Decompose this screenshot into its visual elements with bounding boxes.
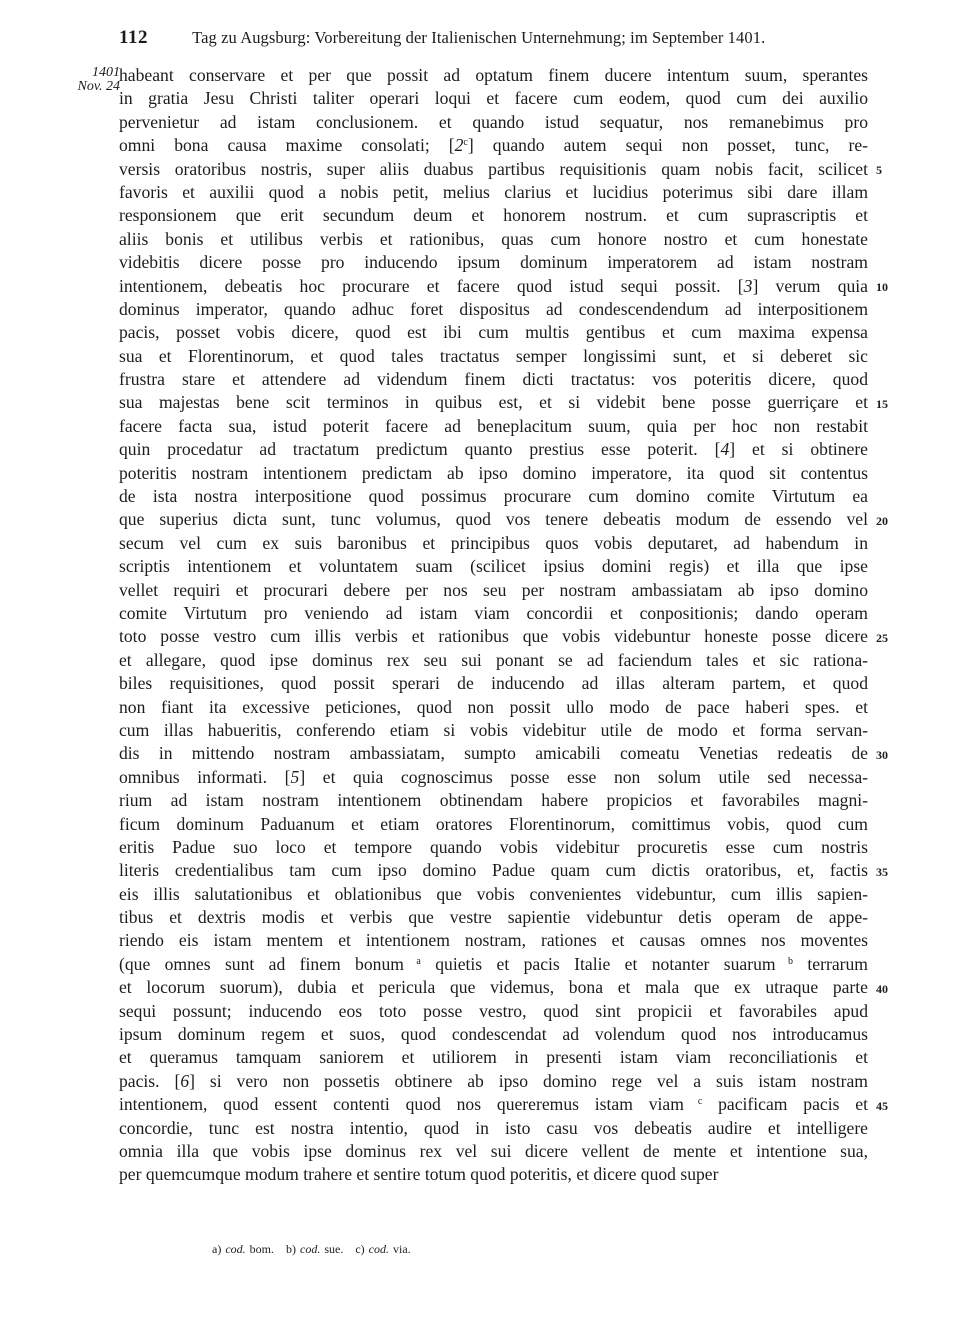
text-line: eis illis salutationibus et oblationibus que vobis convenientes videbuntur, cum illis sapien- (119, 883, 868, 904)
text-line: et allegare, quod ipse dominus rex seu sui ponant se ad faciendum tales et sic rationa- (119, 649, 868, 670)
text-line: versis oratoribus nostris, super aliis duabus partibus requisitionis quam nobis facit, scilicet (119, 158, 868, 179)
footnote-b-text: sue. (324, 1242, 344, 1256)
text-line: que superius dicta sunt, tunc volumus, quod vos tenere debeatis modum de essendo vel (119, 509, 868, 530)
text-line: biles requisitiones, quod possit sperari de inducendo ad illas alteram partem, et quod (119, 673, 868, 694)
line-number: 15 (876, 396, 888, 411)
text-line: toto posse vestro cum illis verbis et rationibus que vobis videbuntur honeste posse dicere (119, 626, 868, 647)
text-line: habeant conservare et per que possit ad optatum finem ducere intentum suum, sperantes (119, 65, 868, 85)
text-line: literis credentialibus tam cum ipso domino Padue quam cum dictis oratoribus, et, factis (119, 860, 868, 881)
text-line: pacis, posset vobis dicere, quod est ibi cum multis gentibus et cum maxima expensa (119, 322, 868, 343)
line-number: 10 (876, 279, 888, 294)
text-line: vellet requiri et procurari debere per nos seu per nostram ambassiatam ab ipso domino (119, 579, 868, 600)
line-number: 30 (876, 747, 888, 762)
text-line: in gratia Jesu Christi taliter operari loqui et facere cum eodem, quod cum dei auxilio (119, 88, 868, 109)
text-line: (que omnes sunt ad finem bonum $^a$ quietis et pacis Italie et notanter suarum $^b$ terrarum (119, 953, 868, 974)
text-line: ipsum dominum regem et suos, quod condescendat ad volendum quod nos introducamus (119, 1024, 868, 1045)
margin-year: 1401 (92, 65, 120, 80)
text-line: scriptis intentionem et voluntatem suam (scilicet ipsius domini regis) et illa que ipse (119, 556, 868, 577)
line-number: 25 (876, 630, 888, 645)
text-line: rium ad istam nostram intentionem obtinendam habere propicios et favorabiles magni- (119, 790, 868, 811)
text-line: et locorum suorum), dubia et pericula que videmus, bona et mala que ex utraque parte (119, 977, 868, 998)
footnote-c-text: via. (392, 1242, 411, 1256)
text-line: comite Virtutum pro veniendo ad istam viam concordii et conpositionis; dando operam (119, 602, 868, 623)
text-line: omnia illa que vobis ipse dominus rex vel sui dicere vellent de mente et intentione sua, (119, 1140, 868, 1161)
text-line: secum vel cum ex suis baronibus et principibus quos vobis deputaret, ad habendum in (119, 532, 868, 553)
text-line: omni bona causa maxime consolati; [2$^c$] quando autem sequi non posset, tunc, re- (119, 135, 868, 156)
text-line: pacis. [6] si vero non possetis obtinere ab ipso domino rege vel a suis istam nostram (119, 1070, 868, 1091)
text-line: aliis bonis et utilibus verbis et rationibus, quas cum honore nostro et cum honestate (119, 228, 868, 249)
running-header (119, 27, 879, 51)
text-line: tibus et dextris modis et verbis que vestre sapientie videbuntur detis operam de appe- (119, 907, 868, 928)
text-line: poteritis nostram intentionem predictam ab ipso domino imperatore, ita quod sit contentus (119, 462, 868, 483)
footnote-a-mark: a) (212, 1242, 222, 1256)
text-line: riendo eis istam mentem et intentionem nostram, rationes et causas omnes nos moventes (119, 930, 868, 951)
text-line: intentionem, quod essent contenti quod nos quereremus istam viam $^c$ pacificam pacis et (119, 1094, 868, 1115)
text-line: sequi possunt; inducendo eos toto posse vestro, quod sint propicii et favorabiles apud (119, 1000, 868, 1021)
text-line: frustra stare et attendere ad videndum finem dicti tractatus: vos poteritis dicere, quod (119, 369, 868, 390)
line-number: 5 (876, 162, 882, 177)
running-title: Tag zu Augsburg: Vorbereitung der Italienischen Unternehmung; im September 1401. (192, 28, 766, 47)
line-number: 45 (876, 1098, 888, 1113)
text-line: responsionem que erit secundum deum et honorem nostrum. et cum suprascriptis et (119, 205, 868, 226)
text-line: pervenietur ad istam conclusionem. et quando istud sequatur, nos remanebimus pro (119, 111, 868, 132)
text-line: sua et Florentinorum, et quod tales tractatus semper longissimi sunt, et si deberet sic (119, 345, 868, 366)
text-line: dis in mittendo nostram ambassiatam, sumpto amicabili comeatu Venetias redeatis de (119, 743, 868, 764)
footnote-c-mark: c) (355, 1242, 365, 1256)
text-line: eritis Padue suo loco et tempore quando vobis videbitur procuretis esse cum nostris (119, 836, 868, 857)
line-number: 40 (876, 981, 888, 996)
line-number: 35 (876, 864, 888, 879)
text-line: intentionem, debeatis hoc procurare et facere quod istud sequi possit. [3] verum quia (119, 275, 868, 296)
text-line: quin procedatur ad tractatum predictum quanto prestius esse poterit. [4] et si obtinere (119, 439, 868, 460)
footnote-a-text: bom. (249, 1242, 274, 1256)
text-line: favoris et auxilii quod a nobis petit, melius clarius et lucidius poterimus sibi dare illam (119, 181, 868, 202)
text-line: et queramus tamquam saniorem et utiliorem in presenti istam viam reconciliationis et (119, 1047, 868, 1068)
footnotes (212, 1242, 411, 1257)
margin-date: Nov. 24 (77, 79, 120, 94)
text-line: videbitis dicere posse pro inducendo ipsum dominum imperatorem ad istam nostram (119, 252, 868, 273)
text-line: per quemcumque modum trahere et sentire totum quod poteritis, et dicere quod super (119, 1164, 719, 1185)
text-line: non fiant ita excessive peticiones, quod non possit ullo modo de pace haberi spes. et (119, 696, 868, 717)
text-line: omnibus informati. [5] et quia cognoscimus posse esse non solum utile sed necessa- (119, 766, 868, 787)
footnote-b-mark: b) (286, 1242, 296, 1256)
text-line: de ista nostra interpositione quod possimus procurare cum domino comite Virtutum ea (119, 486, 868, 507)
text-line: sua majestas bene scit terminos in quibus est, et si videbit bene posse guerriçare et (119, 392, 868, 413)
text-line: cum illas habueritis, conferendo etiam si vobis videbitur utile de modo et forma servan- (119, 719, 868, 740)
main-text (119, 64, 868, 1187)
footnote-b-abbr: cod. (300, 1242, 321, 1256)
footnote-c-abbr: cod. (368, 1242, 389, 1256)
page-number: 112 (119, 27, 148, 48)
text-line: facere facta sua, istud poterit facere ad beneplacitum suum, quia per hoc non restabit (119, 415, 868, 436)
text-line: concordie, tunc est nostra intentio, quod in isto casu vos debeatis audire et intelligere (119, 1117, 868, 1138)
line-number: 20 (876, 513, 888, 528)
text-line: ficum dominum Paduanum et etiam oratores Florentinorum, comittimus vobis, quod cum (119, 813, 868, 834)
footnote-a-abbr: cod. (225, 1242, 246, 1256)
text-line: dominus imperator, quando adhuc foret dispositus ad condescendendum ad interpositionem (119, 298, 868, 319)
